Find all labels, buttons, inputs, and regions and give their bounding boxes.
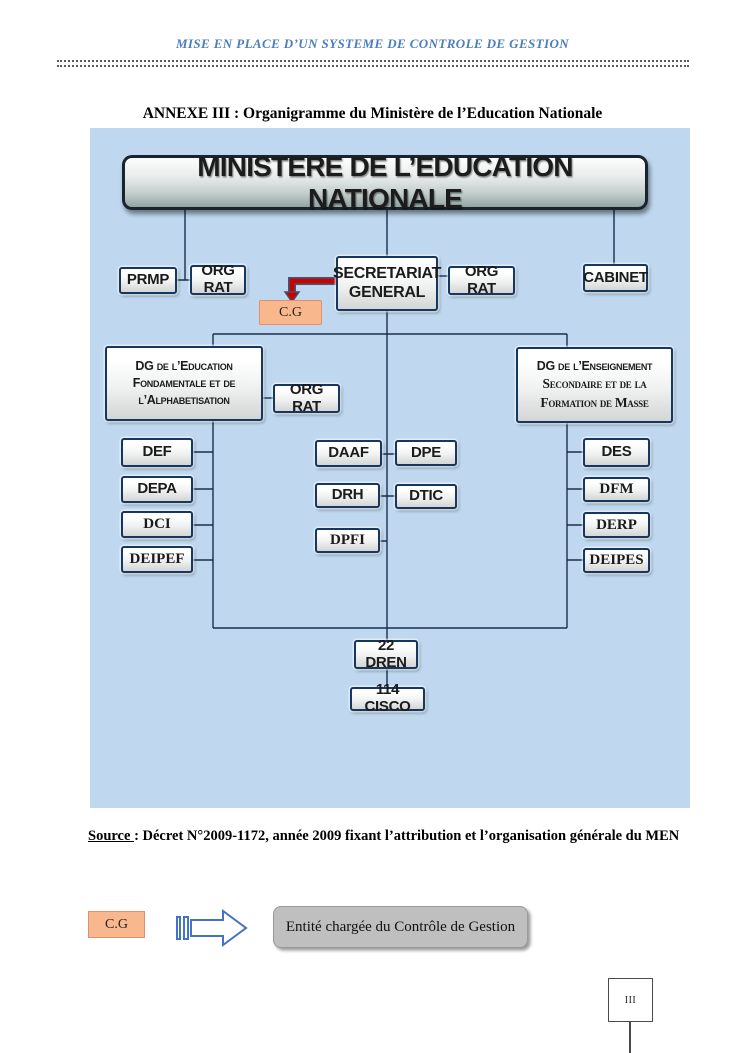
org-node-cisco: 114 CISCO	[350, 687, 425, 711]
document-header: MISE EN PLACE D’UN SYSTEME DE CONTROLE DE GESTION	[175, 36, 570, 51]
org-chart-panel	[90, 128, 690, 808]
dg-left-line2: Fondamentale et de	[132, 375, 236, 390]
org-node-dfm: DFM	[583, 477, 650, 502]
legend-description-box: Entité chargée du Contrôle de Gestion	[273, 906, 528, 948]
org-node-dci: DCI	[121, 511, 193, 538]
org-node-derp: DERP	[583, 512, 650, 538]
dg-right-line1: DG de l’Enseignement	[536, 358, 653, 373]
org-node-daaf: DAAF	[315, 440, 382, 467]
source-text: : Décret N°2009-1172, année 2009 fixant l’attribution et l’organisation générale du MEN	[134, 828, 680, 844]
legend-cg-swatch: C.G	[88, 911, 145, 938]
org-node-def: DEF	[121, 438, 193, 467]
page-number-tail-line	[629, 1022, 631, 1053]
header-divider	[57, 60, 689, 67]
striped-arrow-icon	[175, 903, 251, 953]
source-label: Source	[88, 828, 135, 844]
org-node-cg: C.G	[259, 300, 322, 325]
org-node-org-rat-1: ORG RAT	[190, 265, 246, 295]
org-node-secretariat-general	[332, 256, 442, 311]
org-node-org-rat-3: ORG RAT	[273, 384, 340, 413]
dg-right-line3: Formation de Masse	[540, 394, 649, 410]
source-note	[88, 822, 692, 851]
secgen-line1: SECRETARIAT	[332, 264, 442, 282]
secgen-line2: GENERAL	[348, 283, 426, 301]
org-node-prmp: PRMP	[119, 267, 177, 294]
dg-right-line2: Secondaire et de la	[542, 376, 647, 391]
org-node-dpe: DPE	[395, 440, 457, 466]
org-node-depa: DEPA	[121, 476, 193, 503]
org-node-deipef: DEIPEF	[121, 546, 193, 573]
dg-left-line1: DG de l’Education	[135, 358, 233, 373]
org-node-cabinet: CABINET	[583, 264, 648, 292]
org-node-dg-education-fondamentale	[105, 346, 263, 421]
org-node-dren: 22 DREN	[354, 640, 418, 669]
org-node-dtic: DTIC	[395, 484, 457, 509]
page-number-box: III	[608, 978, 653, 1022]
org-node-dpfi: DPFI	[315, 528, 380, 553]
org-node-drh: DRH	[315, 483, 380, 508]
org-node-ministere: MINISTERE DE L’EDUCATION NATIONALE	[122, 155, 648, 210]
org-node-dg-enseignement-secondaire	[516, 347, 673, 423]
org-node-deipes: DEIPES	[583, 548, 650, 573]
page-title: ANNEXE III : Organigramme du Ministère de l’Education Nationale	[142, 105, 603, 122]
org-node-des: DES	[583, 438, 650, 467]
org-node-org-rat-2: ORG RAT	[448, 266, 515, 295]
dg-left-line3: l’Alphabetisation	[138, 393, 230, 408]
cg-pointer-arrow	[285, 281, 336, 302]
